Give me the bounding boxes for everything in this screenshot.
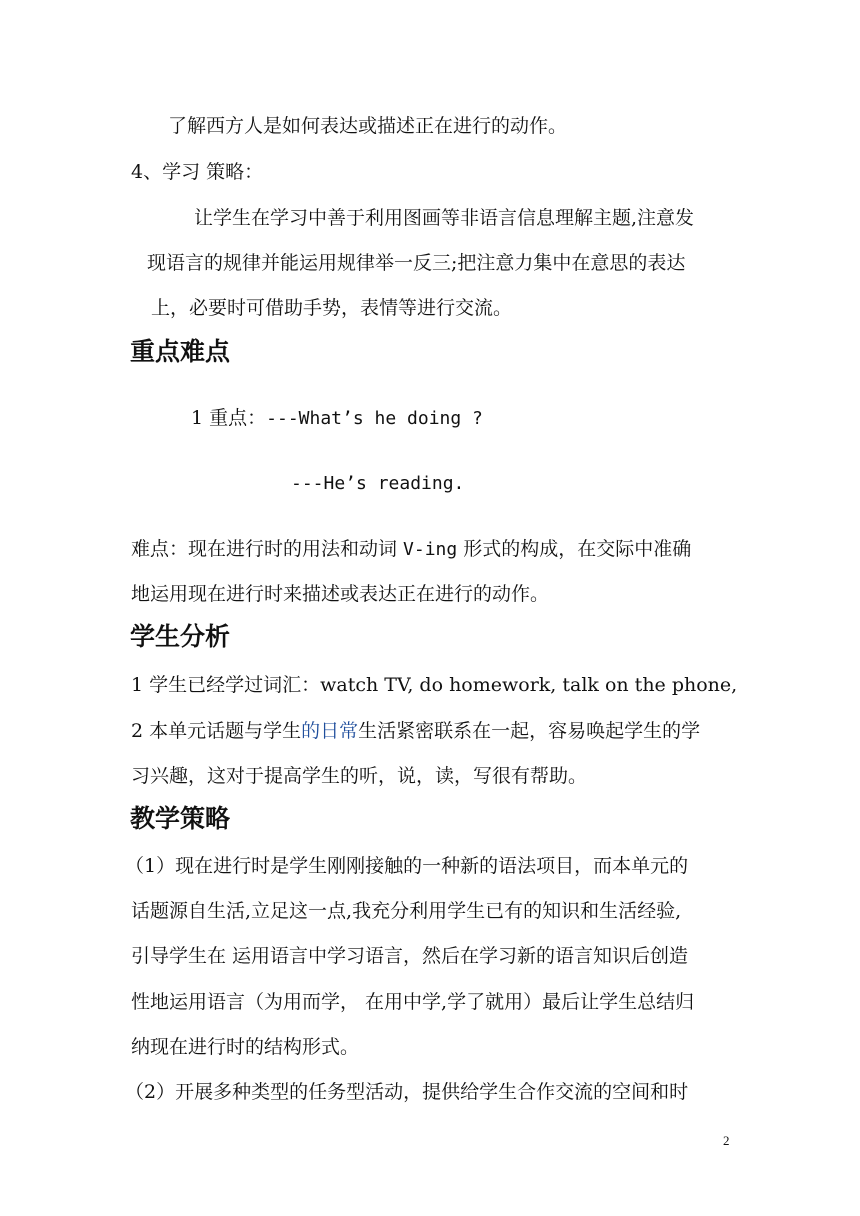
text-span: 形式的构成，在交际中准确 — [457, 538, 692, 560]
text-span: 2 本单元话题与学生 — [131, 720, 302, 742]
section-heading: 教学策略 — [130, 804, 231, 833]
text-span: 的日常 — [301, 720, 359, 742]
text-line: 话题源自生活,立足这一点,我充分利用学生已有的知识和生活经验, — [131, 900, 682, 922]
text-line — [191, 406, 483, 431]
text-line: （1）现在进行时是学生刚刚接触的一种新的语法项目，而本单元的 — [125, 855, 689, 877]
text-span: ---What’s he doing ? — [266, 408, 483, 429]
text-span: V-ing — [403, 539, 458, 560]
text-line: 让学生在学习中善于利用图画等非语言信息理解主题,注意发 — [194, 207, 695, 229]
text-line: （2）开展多种类型的任务型活动，提供给学生合作交流的空间和时 — [125, 1081, 689, 1103]
text-line: 1 学生已经学过词汇：watch TV, do homework, talk on the phone, — [131, 674, 738, 696]
text-line: 引导学生在 运用语言中学习语言，然后在学习新的语言知识后创造 — [131, 945, 689, 967]
text-line: 上，必要时可借助手势，表情等进行交流。 — [151, 297, 513, 319]
section-heading: 学生分析 — [130, 622, 231, 651]
text-line: ---He’s reading. — [291, 473, 465, 494]
page-number: 2 — [723, 1133, 730, 1148]
text-line: 4、学习 策略： — [131, 161, 264, 183]
text-line: 性地运用语言（为用而学， 在用中学,学了就用）最后让学生总结归 — [131, 991, 695, 1013]
text-span: 1 重点： — [191, 407, 267, 429]
section-heading: 重点难点 — [130, 337, 231, 366]
text-line — [131, 719, 700, 743]
text-span: 生活紧密联系在一起，容易唤起学生的学 — [358, 720, 701, 742]
text-line: 习兴趣，这对于提高学生的听，说，读，写很有帮助。 — [131, 765, 588, 787]
text-line: 纳现在进行时的结构形式。 — [131, 1036, 360, 1058]
text-line: 了解西方人是如何表达或描述正在进行的动作。 — [168, 115, 568, 137]
text-line: 现语言的规律并能运用规律举一反三;把注意力集中在意思的表达 — [147, 252, 686, 274]
text-span: 难点：现在进行时的用法和动词 — [131, 538, 404, 560]
text-line: 地运用现在进行时来描述或表达正在进行的动作。 — [131, 583, 550, 605]
text-line — [131, 537, 691, 562]
